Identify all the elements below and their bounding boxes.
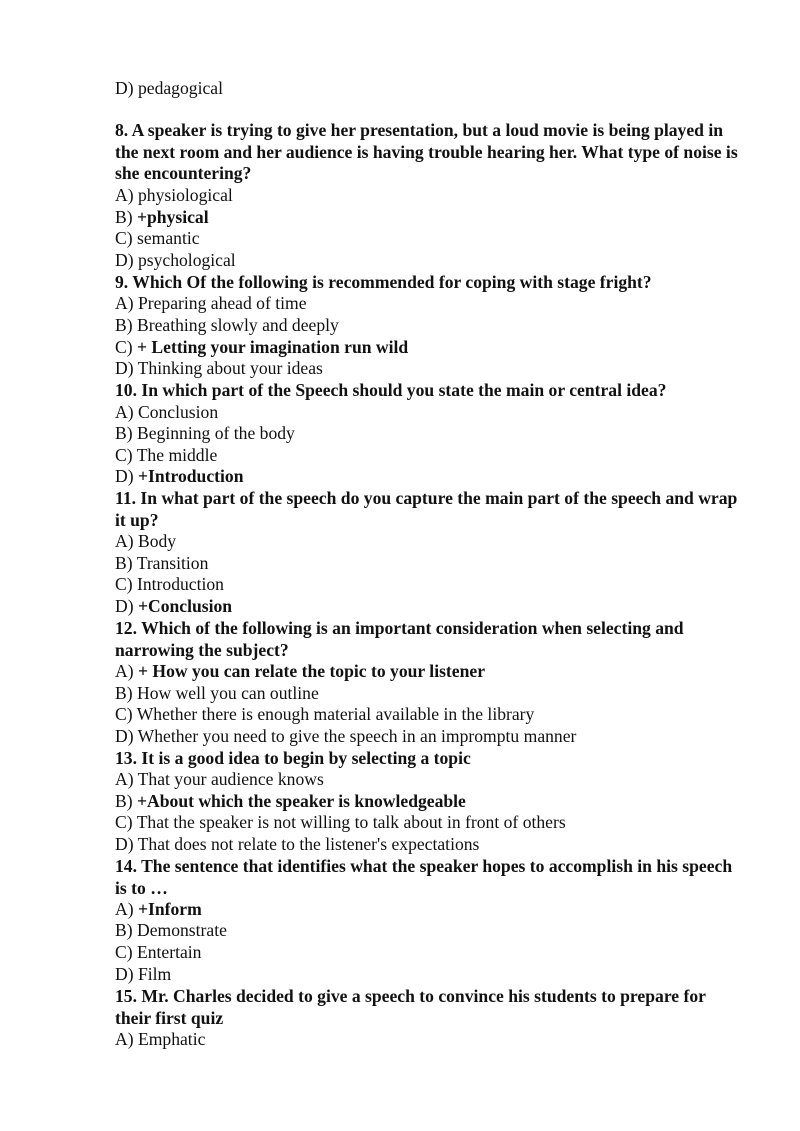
- question-text: 8. A speaker is trying to give her presentation, but a loud movie is being played in the next room and her audience is having trouble hearing her. What type of noise is she encountering?: [115, 120, 738, 184]
- answer-option: [115, 920, 227, 942]
- option-text: +Inform: [137, 899, 202, 919]
- option-letter: D): [115, 964, 138, 984]
- answer-option: [115, 683, 319, 705]
- option-text: Beginning of the body: [137, 423, 295, 443]
- option-text: Whether there is enough material available in the library: [136, 704, 535, 724]
- option-text: physiological: [137, 185, 233, 205]
- answer-option: [115, 250, 236, 272]
- answer-option: [115, 228, 200, 250]
- question-text: 13. It is a good idea to begin by selecting a topic: [115, 748, 471, 768]
- question-text: 10. In which part of the Speech should you state the main or central idea?: [115, 380, 667, 400]
- option-text: Preparing ahead of time: [137, 293, 307, 313]
- option-text: How well you can outline: [137, 683, 319, 703]
- option-letter: C): [115, 942, 137, 962]
- answer-option: [115, 964, 171, 986]
- option-text: Introduction: [137, 574, 224, 594]
- answer-option: [115, 185, 233, 207]
- answer-option: [115, 531, 176, 553]
- option-text: +Conclusion: [137, 596, 233, 616]
- option-text: Thinking about your ideas: [137, 358, 323, 378]
- option-text: Emphatic: [137, 1029, 206, 1049]
- option-letter: B): [115, 423, 137, 443]
- option-letter: B): [115, 553, 137, 573]
- answer-option: [115, 293, 307, 315]
- option-text: Transition: [136, 553, 209, 573]
- answer-option: [115, 769, 324, 791]
- option-text: Whether you need to give the speech in an impromptu manner: [137, 726, 577, 746]
- option-letter: A): [115, 899, 138, 919]
- answer-option: [115, 423, 295, 445]
- answer-option: [115, 358, 323, 380]
- question-text: 12. Which of the following is an important consideration when selecting and narrowing the subject?: [115, 618, 684, 660]
- option-letter: C): [115, 337, 137, 357]
- correct-answer-option: [115, 899, 202, 921]
- option-text: semantic: [137, 228, 200, 248]
- option-text: Demonstrate: [137, 920, 227, 940]
- answer-option: [115, 812, 566, 834]
- option-letter: A): [115, 661, 138, 681]
- answer-option: [115, 942, 201, 964]
- option-letter: C): [115, 574, 137, 594]
- option-letter: D): [115, 726, 138, 746]
- option-letter: C): [115, 445, 137, 465]
- option-text: +About which the speaker is knowledgeable: [137, 791, 466, 811]
- option-text: + Letting your imagination run wild: [137, 337, 409, 357]
- option-letter: D): [115, 78, 138, 98]
- option-letter: A): [115, 293, 138, 313]
- option-text: That your audience knows: [137, 769, 324, 789]
- option-text: Breathing slowly and deeply: [137, 315, 339, 335]
- option-letter: A): [115, 1029, 138, 1049]
- option-text: Body: [137, 531, 177, 551]
- answer-option: [115, 553, 208, 575]
- option-text: That does not relate to the listener's expectations: [137, 834, 480, 854]
- option-letter: C): [115, 704, 137, 724]
- option-text: + How you can relate the topic to your listener: [137, 661, 485, 681]
- answer-option: [115, 574, 224, 596]
- correct-answer-option: [115, 661, 485, 683]
- option-letter: D): [115, 834, 138, 854]
- option-letter: A): [115, 531, 138, 551]
- option-text: The middle: [136, 445, 218, 465]
- answer-option: [115, 402, 218, 424]
- question-text: 9. Which Of the following is recommended for coping with stage fright?: [115, 272, 652, 292]
- option-letter: D): [115, 466, 138, 486]
- correct-answer-option: [115, 791, 466, 813]
- correct-answer-option: [115, 596, 232, 618]
- question-text: 11. In what part of the speech do you capture the main part of the speech and wrap it up?: [115, 488, 738, 530]
- answer-option: [115, 445, 217, 467]
- option-text: pedagogical: [137, 78, 223, 98]
- answer-option: [115, 315, 339, 337]
- option-letter: D): [115, 358, 138, 378]
- option-text: psychological: [137, 250, 236, 270]
- correct-answer-option: [115, 337, 408, 359]
- option-text: Entertain: [137, 942, 202, 962]
- option-letter: C): [115, 228, 137, 248]
- option-letter: D): [115, 596, 138, 616]
- option-letter: C): [115, 812, 137, 832]
- answer-option: [115, 834, 479, 856]
- question-text: 14. The sentence that identifies what the speaker hopes to accomplish in his speech is to …: [115, 856, 733, 898]
- answer-option: [115, 726, 576, 748]
- option-letter: B): [115, 207, 137, 227]
- option-text: +Introduction: [137, 466, 244, 486]
- option-text: That the speaker is not willing to talk about in front of others: [136, 812, 566, 832]
- option-letter: A): [115, 769, 138, 789]
- option-text: +physical: [137, 207, 209, 227]
- correct-answer-option: [115, 207, 209, 229]
- option-letter: A): [115, 185, 138, 205]
- option-letter: D): [115, 250, 138, 270]
- option-letter: B): [115, 683, 137, 703]
- option-text: Conclusion: [137, 402, 219, 422]
- answer-option: [115, 704, 534, 726]
- option-letter: B): [115, 315, 137, 335]
- option-letter: B): [115, 920, 137, 940]
- correct-answer-option: [115, 466, 243, 488]
- option-letter: B): [115, 791, 137, 811]
- answer-option: [115, 78, 223, 100]
- option-letter: A): [115, 402, 138, 422]
- question-text: 15. Mr. Charles decided to give a speech to convince his students to prepare for their first quiz: [115, 986, 706, 1028]
- answer-option: [115, 1029, 205, 1051]
- option-text: Film: [137, 964, 172, 984]
